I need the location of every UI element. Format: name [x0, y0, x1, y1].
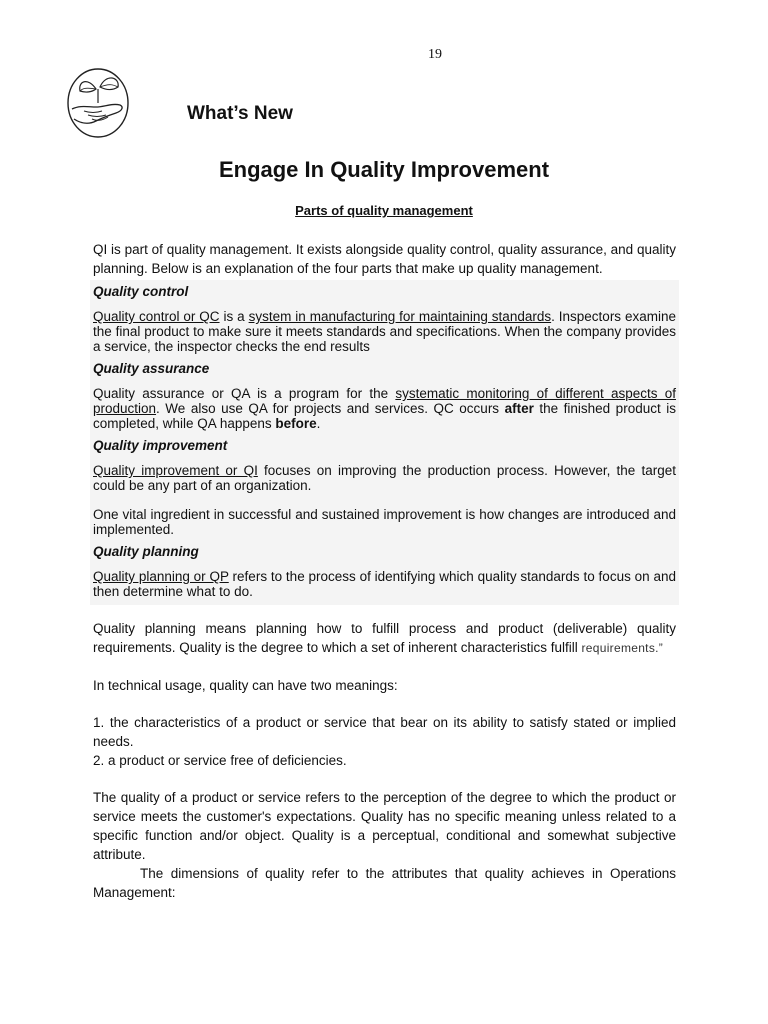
page-number: 19 — [428, 47, 442, 62]
quality-control-link[interactable]: Quality control or QC — [93, 309, 220, 324]
bold-after: after — [504, 401, 534, 416]
quality-control-paragraph — [93, 309, 676, 354]
text-span: . — [316, 416, 321, 431]
quality-control-heading: Quality control — [93, 284, 189, 299]
quality-planning-paragraph — [93, 569, 676, 605]
quality-planning-heading: Quality planning — [93, 544, 199, 559]
systematic-monitoring-link[interactable]: systematic monitoring of different aspects of production — [93, 386, 676, 416]
meaning-item-2: 2. a product or service free of deficiencies. — [93, 753, 347, 768]
text-span: Quality planning means planning how to fulfill process and product (deliverable) quality requirements. Quality is the degree to which a set of inherent characteristics fulfill — [93, 621, 676, 655]
page-title — [0, 157, 768, 183]
quality-improvement-link[interactable]: Quality improvement or QI — [93, 463, 258, 478]
perception-paragraph: The quality of a product or service refers to the perception of the degree to which the product or service meets the customer's expectations. Quality has no specific meaning unless related to a specific function and/or object. Quality is a perceptual, conditional and somewhat subjective attribute. — [93, 790, 676, 862]
page-title-text: Engage In Quality Improvement — [218, 157, 550, 182]
text-span: focuses on improving the production process. However, the target could be any part of an organization. — [93, 463, 676, 493]
quality-assurance-paragraph — [93, 386, 676, 431]
subtitle: Parts of quality management — [295, 203, 473, 218]
quality-parts-block — [90, 280, 679, 605]
planning-definition-paragraph — [93, 619, 676, 658]
text-span: the finished product is completed, while QA happens — [93, 401, 676, 431]
text-span: is a — [219, 309, 249, 324]
quality-planning-link[interactable]: Quality planning or QP — [93, 569, 229, 584]
manufacturing-standards-link[interactable]: system in manufacturing for maintaining standards — [248, 309, 552, 324]
text-span: requirements.” — [581, 641, 664, 655]
quality-assurance-heading: Quality assurance — [93, 361, 210, 376]
hand-with-seedling-icon — [66, 67, 130, 139]
quality-improvement-heading: Quality improvement — [93, 438, 228, 453]
document-body — [93, 240, 676, 902]
text-span: Quality assurance or QA is a program for the — [93, 386, 396, 401]
text-span: . We also use QA for projects and services. QC occurs — [156, 401, 505, 416]
meaning-item-1: 1. the characteristics of a product or service that bear on its ability to satisfy stated or implied needs. — [93, 715, 676, 749]
dimensions-paragraph: The dimensions of quality refer to the attributes that quality achieves in Operations Management: — [93, 866, 676, 900]
text-span: . Inspectors examine the final product to make sure it meets standards and specifications. When the company provides a service, the inspector checks the end results — [93, 309, 677, 354]
technical-usage-paragraph: In technical usage, quality can have two meanings: — [93, 678, 398, 693]
quality-improvement-paragraph — [93, 463, 676, 493]
section-label: What’s New — [187, 103, 293, 124]
improvement-ingredient-paragraph: One vital ingredient in successful and sustained improvement is how changes are introduced and implemented. — [93, 507, 676, 537]
intro-paragraph: QI is part of quality management. It exists alongside quality control, quality assurance, and quality planning. Below is an explanation of the four parts that make up quality management. — [93, 242, 676, 276]
text-span: refers to the process of identifying which quality standards to focus on and then determine what to do. — [93, 569, 676, 599]
bold-before: before — [275, 416, 317, 431]
